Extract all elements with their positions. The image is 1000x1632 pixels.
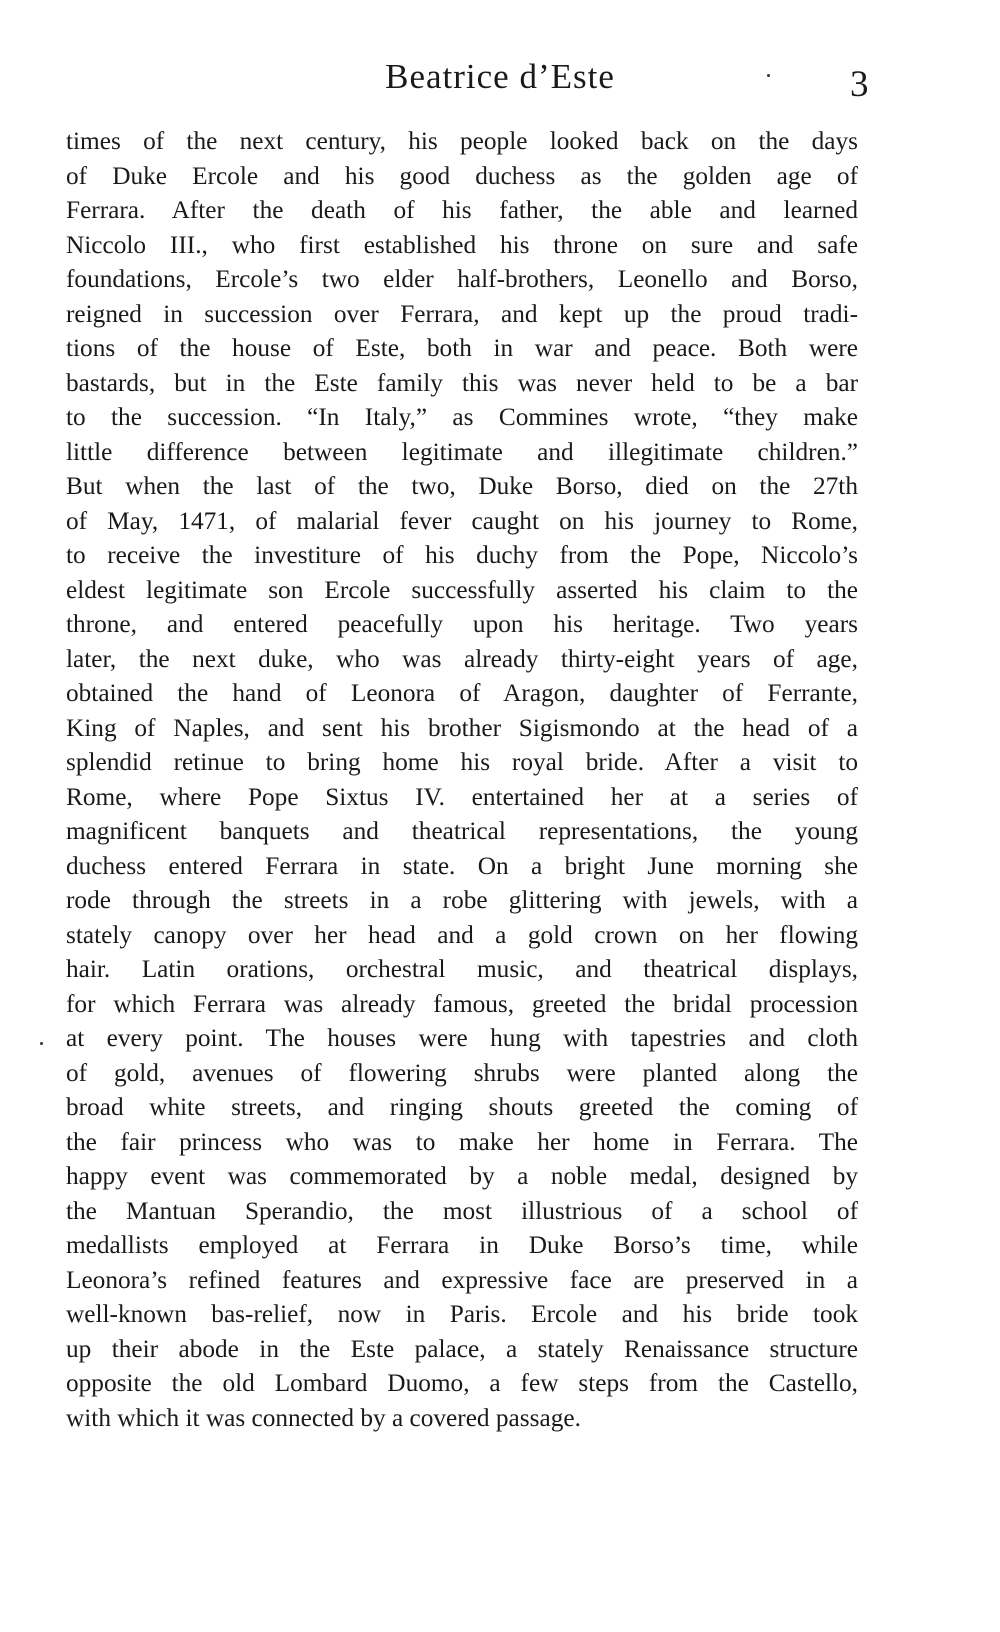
text-line: Leonora’s refined features and expressive face are preserved in a [66,1265,858,1294]
text-line: up their abode in the Este palace, a stately Renaissance structure [66,1334,858,1363]
text-line: at every point. The houses were hung with tapestries and cloth [66,1024,858,1052]
text-line: tions of the house of Este, both in war and peace. Both were [66,334,858,362]
text-line: times of the next century, his people looked back on the days [66,127,858,155]
text-line: King of Naples, and sent his brother Sigismondo at the head of a [66,713,858,742]
running-title: Beatrice d’Este [385,57,615,96]
text-line: the Mantuan Sperandio, the most illustrious of a school of [66,1196,858,1225]
text-line: broad white streets, and ringing shouts greeted the coming of [66,1093,858,1121]
text-line: duchess entered Ferrara in state. On a bright June morning she [66,851,858,880]
text-line: But when the last of the two, Duke Borso, died on the 27th [66,472,858,500]
text-line: with which it was connected by a covered passage. [66,1403,581,1432]
text-line: obtained the hand of Leonora of Aragon, daughter of Ferrante, [66,679,858,707]
text-line: foundations, Ercole’s two elder half-brothers, Leonello and Borso, [66,265,858,293]
text-line: rode through the streets in a robe glittering with jewels, with a [66,886,858,914]
text-line: of gold, avenues of flowering shrubs were planted along the [66,1058,858,1087]
text-line: opposite the old Lombard Duomo, a few steps from the Castello, [66,1369,858,1397]
text-line: later, the next duke, who was already thirty-eight years of age, [66,644,858,673]
text-line: hair. Latin orations, orchestral music, and theatrical displays, [66,955,858,983]
text-line: Rome, where Pope Sixtus IV. entertained her at a series of [66,782,858,811]
text-line: medallists employed at Ferrara in Duke Borso’s time, while [66,1231,858,1259]
text-line: happy event was commemorated by a noble medal, designed by [66,1162,858,1190]
text-line: of Duke Ercole and his good duchess as the golden age of [66,161,858,190]
body-text [66,124,858,1435]
text-line: reigned in succession over Ferrara, and kept up the proud tradi- [66,299,858,328]
text-line: bastards, but in the Este family this was never held to be a bar [66,368,858,397]
print-speck [40,1042,43,1045]
text-line: little difference between legitimate and illegitimate children.” [66,437,858,466]
text-line: to receive the investiture of his duchy from the Pope, Niccolo’s [66,541,858,569]
text-line: Ferrara. After the death of his father, the able and learned [66,196,858,224]
text-line: eldest legitimate son Ercole successfully asserted his claim to the [66,575,858,604]
text-line: stately canopy over her head and a gold crown on her flowing [66,920,858,949]
text-line: for which Ferrara was already famous, greeted the bridal procession [66,989,858,1018]
running-head [0,52,1000,105]
print-speck [767,74,770,77]
text-line: to the succession. “In Italy,” as Commines wrote, “they make [66,403,858,431]
text-line: throne, and entered peacefully upon his heritage. Two years [66,610,858,638]
text-line: magnificent banquets and theatrical representations, the young [66,817,858,845]
text-line: well-known bas-relief, now in Paris. Ercole and his bride took [66,1300,858,1328]
text-line: splendid retinue to bring home his royal bride. After a visit to [66,748,858,776]
text-line: Niccolo III., who first established his throne on sure and safe [66,230,858,259]
page-number: 3 [850,64,869,105]
text-line: the fair princess who was to make her home in Ferrara. The [66,1127,858,1156]
text-line: of May, 1471, of malarial fever caught on his journey to Rome, [66,506,858,535]
